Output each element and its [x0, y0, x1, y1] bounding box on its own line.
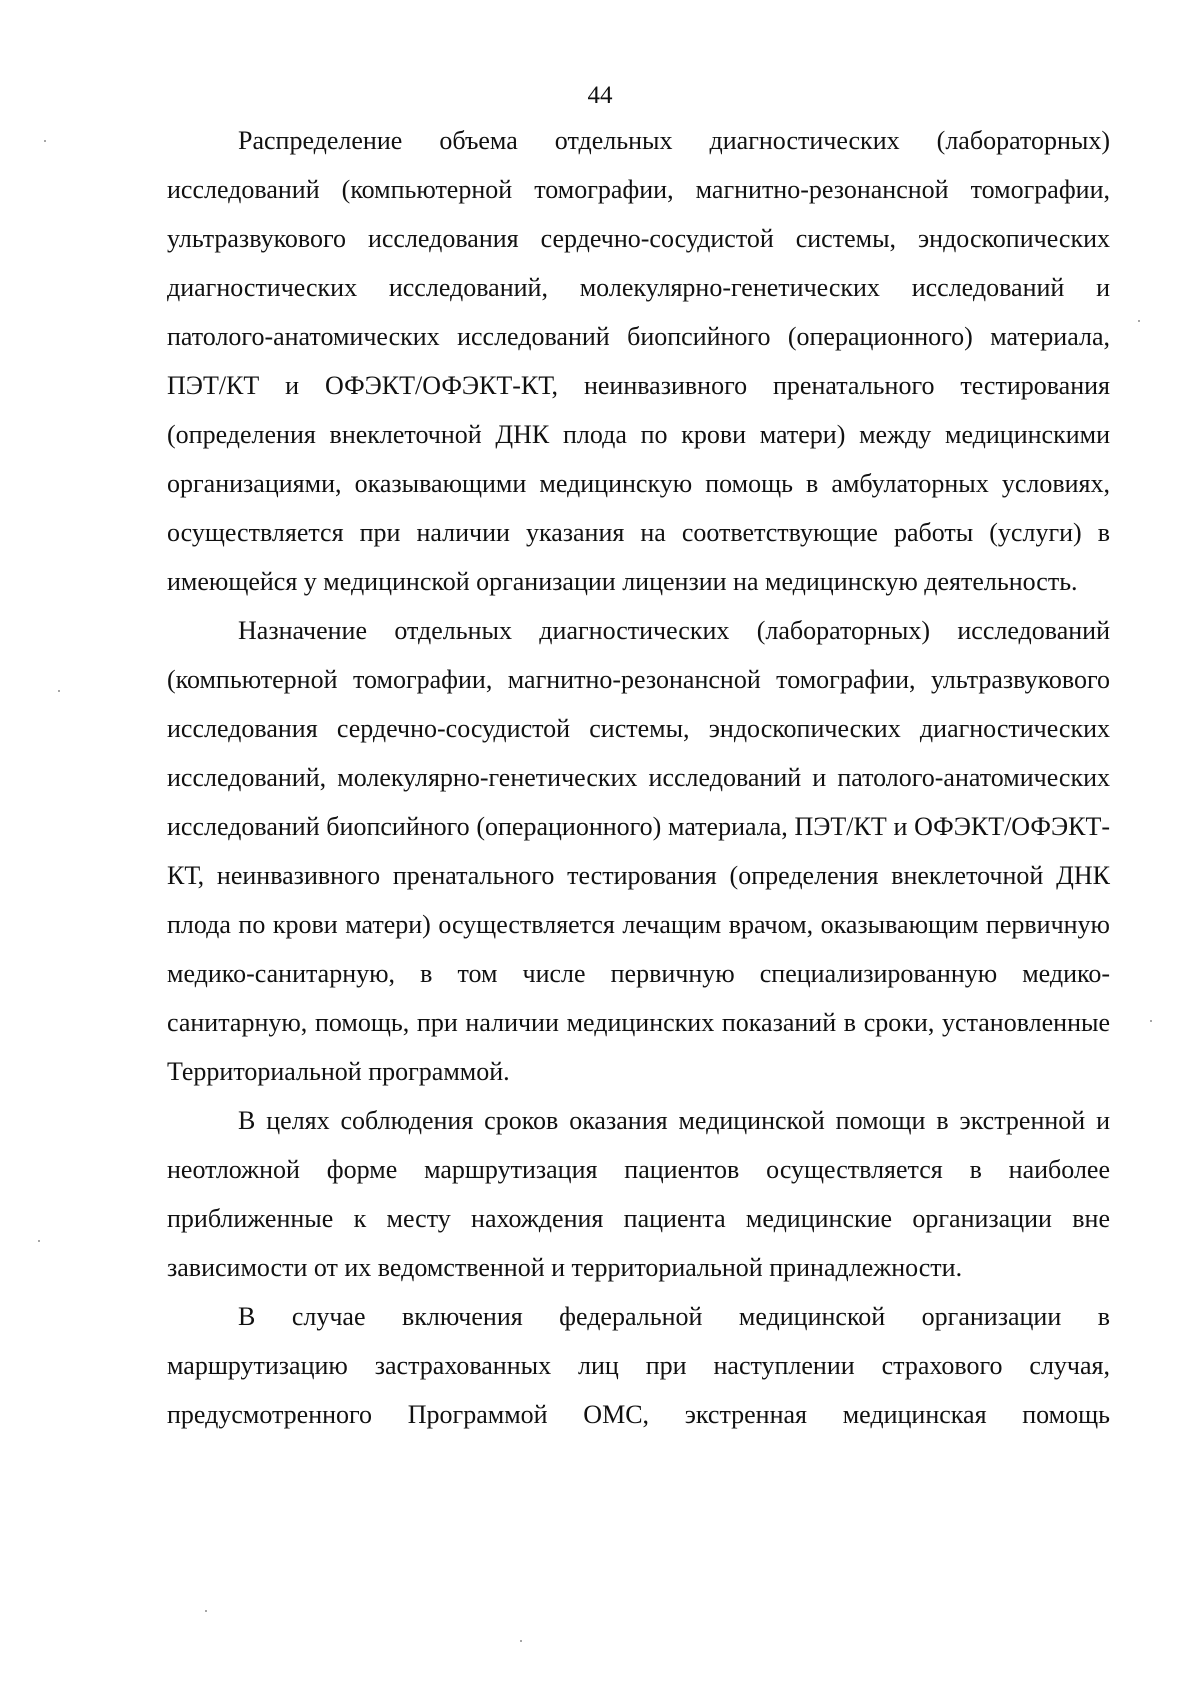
- scan-speck: [44, 140, 46, 142]
- paragraph-emergency-routing: В целях соблюдения сроков оказания медицинской помощи в экстренной и неотложной форме маршрутизация пациентов осуществляется в наиболее приближенные к месту нахождения пациента медицинские организации вне зависимости от их ведомственной и территориальной принадлежности.: [167, 1106, 1110, 1282]
- scan-speck: [1138, 320, 1140, 322]
- scan-speck: [38, 1240, 40, 1242]
- page-number: 44: [587, 82, 613, 109]
- scan-speck: [520, 1640, 522, 1642]
- paragraph-diagnostics-distribution: Распределение объема отдельных диагностических (лабораторных) исследований (компьютерной томографии, магнитно-резонансной томографии, ультразвукового исследования сердечно-сосудистой системы, эндоскопических диагностических исследований, молекулярно-генетических исследований и патолого-анатомических исследований биопсийного (операционного) материала, ПЭТ/КТ и ОФЭКТ/ОФЭКТ-КТ, неинвазивного пренатального тестирования (определения внеклеточной ДНК плода по крови матери) между медицинскими организациями, оказывающими медицинскую помощь в амбулаторных условиях, осуществляется при наличии указания на соответствующие работы (услуги) в имеющейся у медицинской организации лицензии на медицинскую деятельность.: [167, 126, 1110, 596]
- scan-speck: [58, 690, 60, 692]
- paragraph-diagnostics-assignment: Назначение отдельных диагностических (лабораторных) исследований (компьютерной томографии, магнитно-резонансной томографии, ультразвукового исследования сердечно-сосудистой системы, эндоскопических диагностических исследований, молекулярно-генетических исследований и патолого-анатомических исследований биопсийного (операционного) материала, ПЭТ/КТ и ОФЭКТ/ОФЭКТ-КТ, неинвазивного пренатального тестирования (определения внеклеточной ДНК плода по крови матери) осуществляется лечащим врачом, оказывающим первичную медико-санитарную, в том числе первичную специализированную медико-санитарную, помощь, при наличии медицинских показаний в сроки, установленные Территориальной программой.: [167, 616, 1110, 1086]
- scan-speck: [1150, 1020, 1152, 1022]
- paragraph-federal-organization: В случае включения федеральной медицинской организации в маршрутизацию застрахованных лиц при наступлении страхового случая, предусмотренного Программой ОМС, экстренная медицинская помощь: [167, 1302, 1110, 1429]
- scan-speck: [205, 1610, 207, 1612]
- document-body: [167, 116, 1110, 1439]
